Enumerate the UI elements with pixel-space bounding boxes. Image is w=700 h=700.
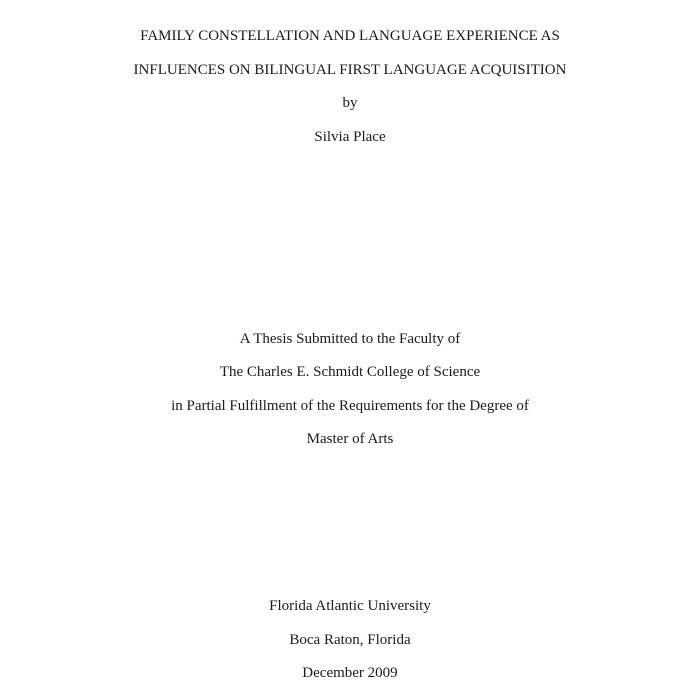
submission-line-2: The Charles E. Schmidt College of Science	[219, 364, 481, 380]
submission-date: December 2009	[302, 665, 398, 681]
by-label: by	[342, 95, 358, 111]
university-name: Florida Atlantic University	[269, 598, 431, 614]
thesis-title-line-2: INFLUENCES ON BILINGUAL FIRST LANGUAGE ACQUISITION	[133, 62, 567, 78]
author-name: Silvia Place	[314, 129, 386, 145]
submission-line-1: A Thesis Submitted to the Faculty of	[239, 331, 461, 347]
thesis-title-line-1: FAMILY CONSTELLATION AND LANGUAGE EXPERIENCE AS	[140, 28, 560, 44]
university-location: Boca Raton, Florida	[289, 632, 411, 648]
degree-name: Master of Arts	[306, 431, 394, 447]
submission-line-3: in Partial Fulfillment of the Requirements for the Degree of	[171, 398, 529, 414]
